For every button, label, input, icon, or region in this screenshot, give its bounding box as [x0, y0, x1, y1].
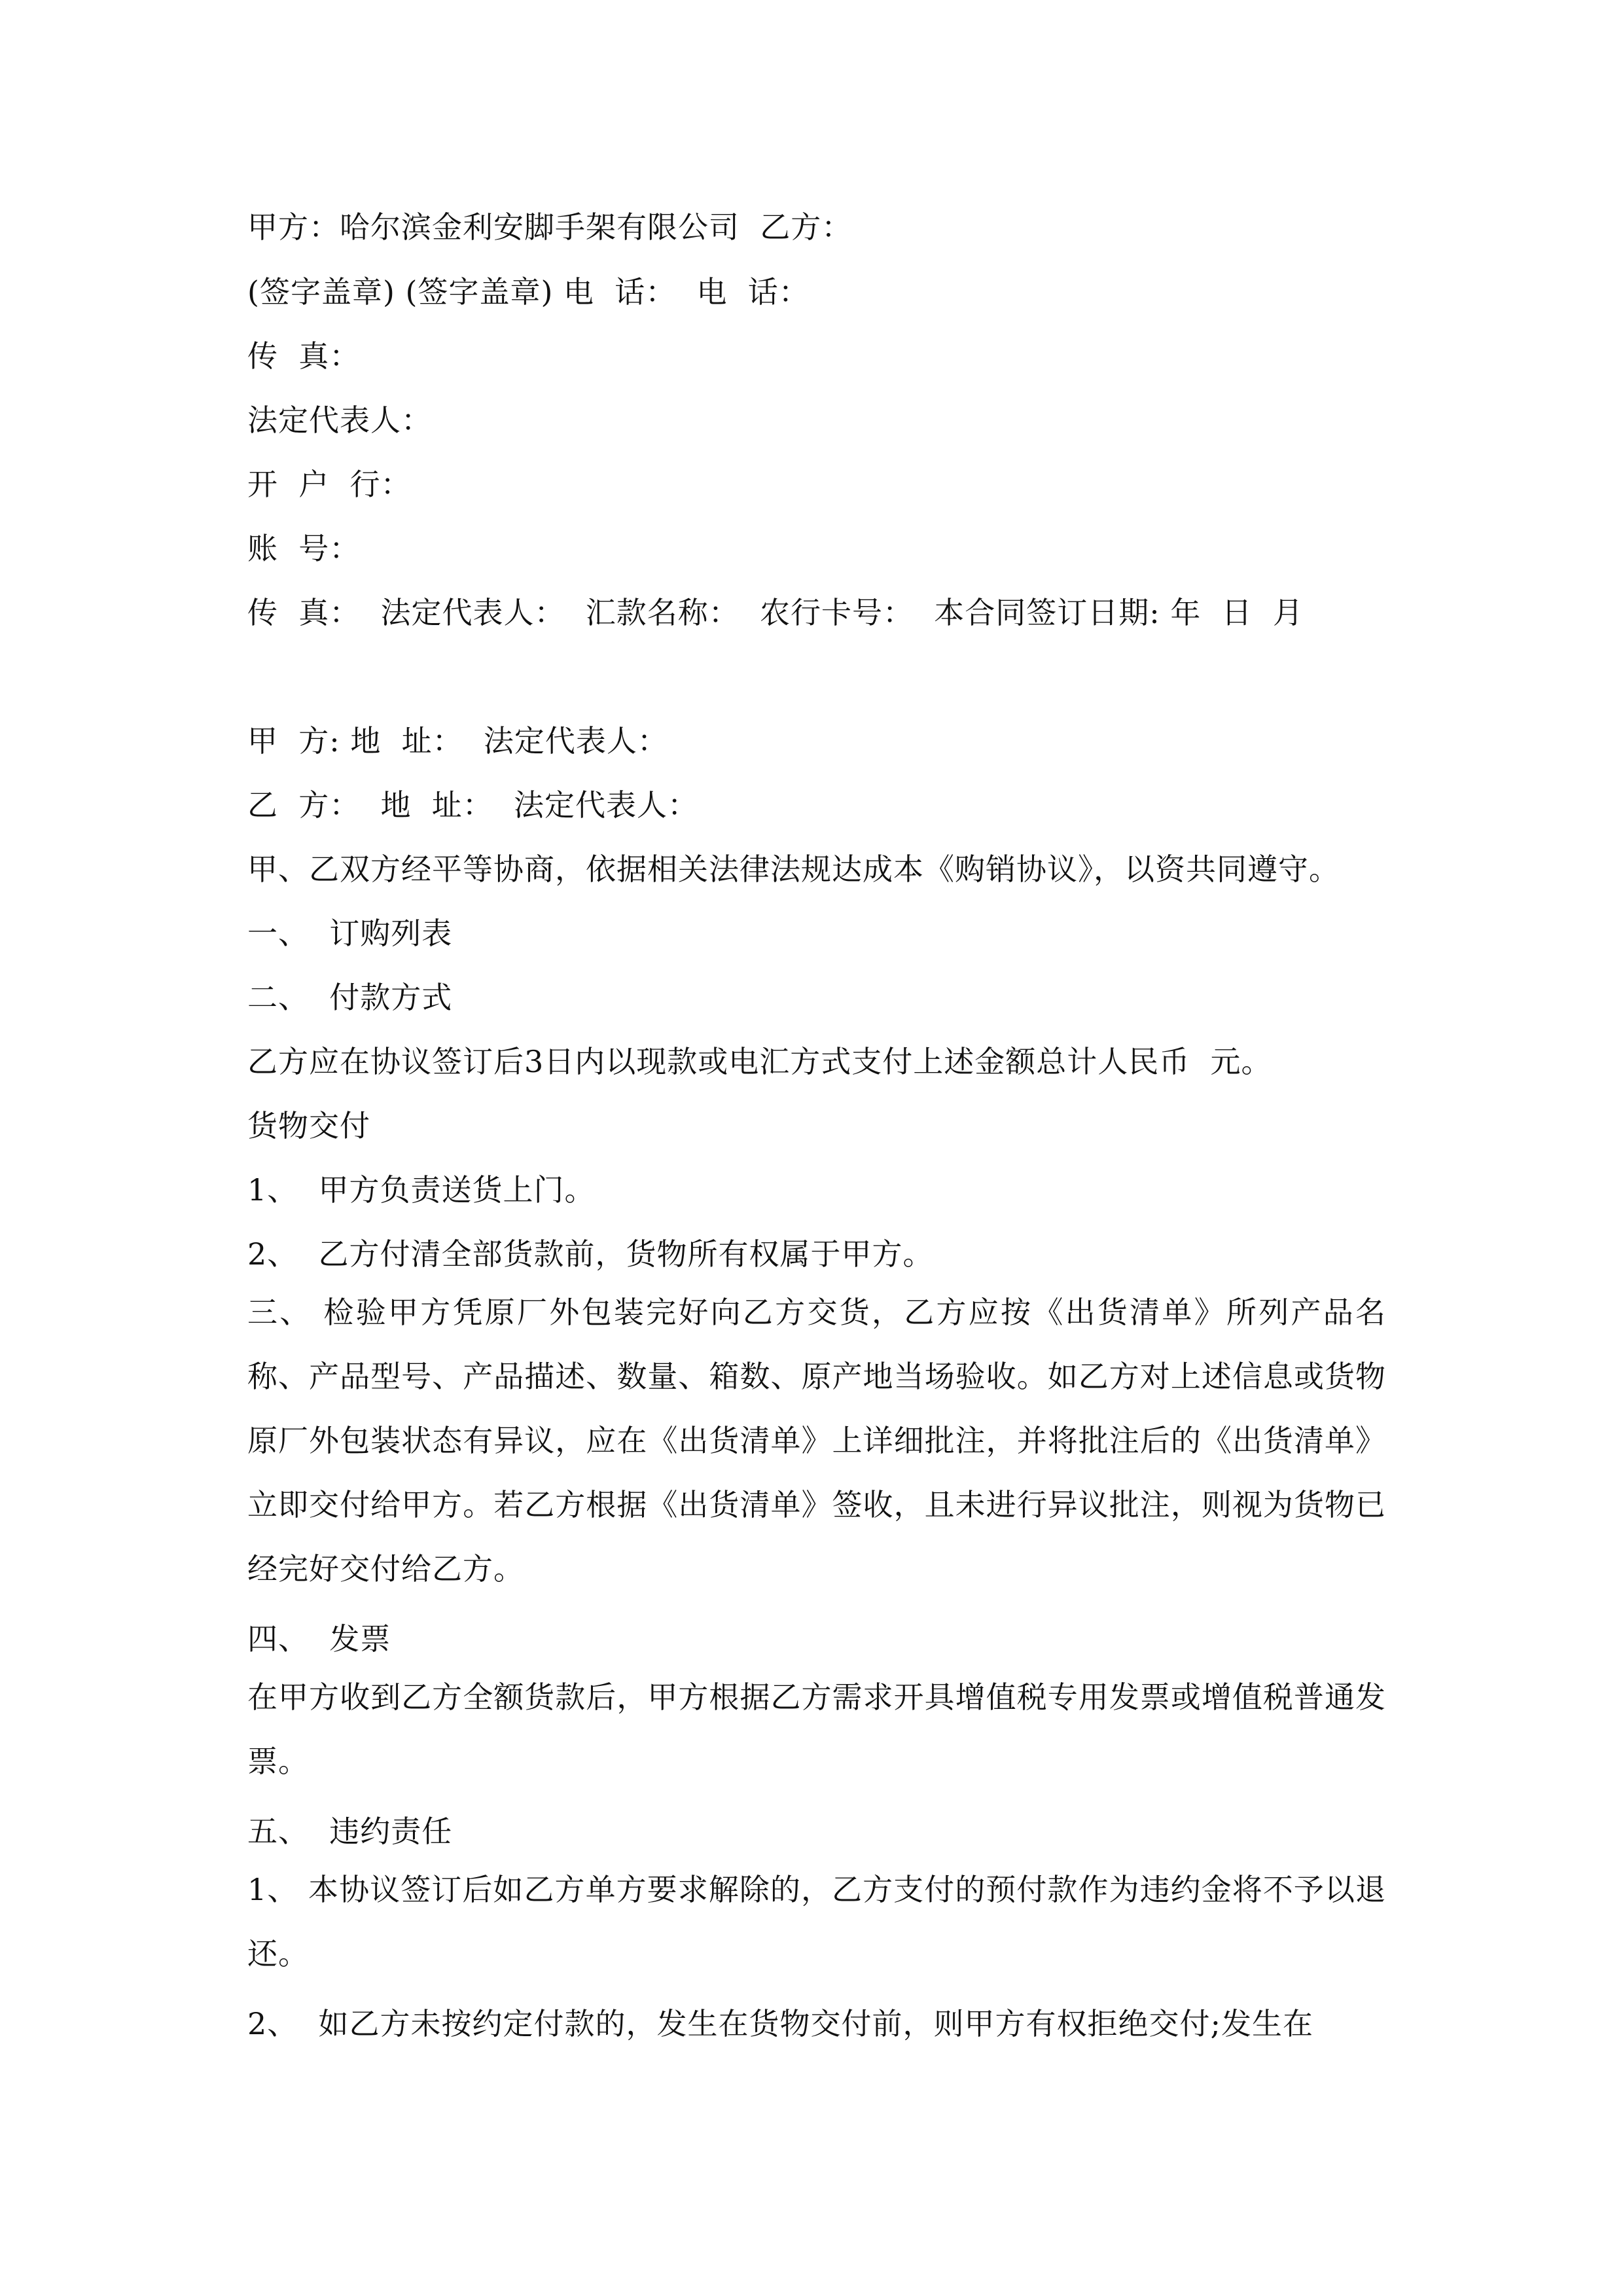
delivery-title: 货物交付 — [247, 1108, 370, 1143]
delivery-item-2: 2、 乙方付清全部货款前，货物所有权属于甲方。 — [247, 1236, 934, 1272]
party-a-address-line: 甲 方: 地 址： 法定代表人： — [247, 723, 668, 759]
party-b-address-line: 乙 方： 地 址： 法定代表人： — [247, 787, 698, 823]
section-4-title: 四、 发票 — [247, 1621, 391, 1657]
account-line: 账 号： — [247, 531, 361, 566]
party-a-company-line: 甲方：哈尔滨金利安脚手架有限公司 乙方： — [247, 209, 853, 245]
section-3-paragraph: 三、 检验甲方凭原厂外包装完好向乙方交货，乙方应按《出货清单》所列产品名称、产品型号、产品描述、数量、箱数、原产地当场验收。如乙方对上述信息或货物原厂外包装状态有异议，应在《出货清单》上详细批注，并将批注后的《出货清单》立即交付给甲方。若乙方根据《出货清单》签收，且未进行异议批注，则视为货物已经完好交付给乙方。 — [247, 1295, 1386, 1587]
section-4-body: 在甲方收到乙方全额货款后，甲方根据乙方需求开具增值税专用发票或增值税普通发票。 — [247, 1679, 1386, 1779]
signature-phone-line: (签字盖章) (签字盖章) 电 话： 电 话： — [247, 274, 810, 310]
section-5-item-2: 2、 如乙方未按约定付款的，发生在货物交付前，则甲方有权拒绝交付;发生在 — [247, 2006, 1314, 2041]
section-1-title: 一、 订购列表 — [247, 916, 453, 951]
section-2-body: 乙方应在协议签订后3日内以现款或电汇方式支付上述金额总计人民币 元。 — [247, 1044, 1272, 1079]
legal-rep-line: 法定代表人： — [247, 403, 432, 438]
section-5-item-1: 1、 本协议签订后如乙方单方要求解除的，乙方支付的预付款作为违约金将不予以退还。 — [247, 1872, 1386, 1971]
fax-line: 传 真： — [247, 338, 361, 374]
section-5-title: 五、 违约责任 — [247, 1814, 453, 1849]
bank-line: 开 户 行： — [247, 467, 412, 502]
section-2-title: 二、 付款方式 — [247, 980, 453, 1015]
delivery-item-1: 1、 甲方负责送货上门。 — [247, 1172, 596, 1208]
preamble: 甲、乙双方经平等协商，依据相关法律法规达成本《购销协议》，以资共同遵守。 — [247, 852, 1340, 887]
fax-rep-remit-date-line: 传 真： 法定代表人： 汇款名称： 农行卡号： 本合同签订日期: 年 日 月 — [247, 595, 1304, 630]
